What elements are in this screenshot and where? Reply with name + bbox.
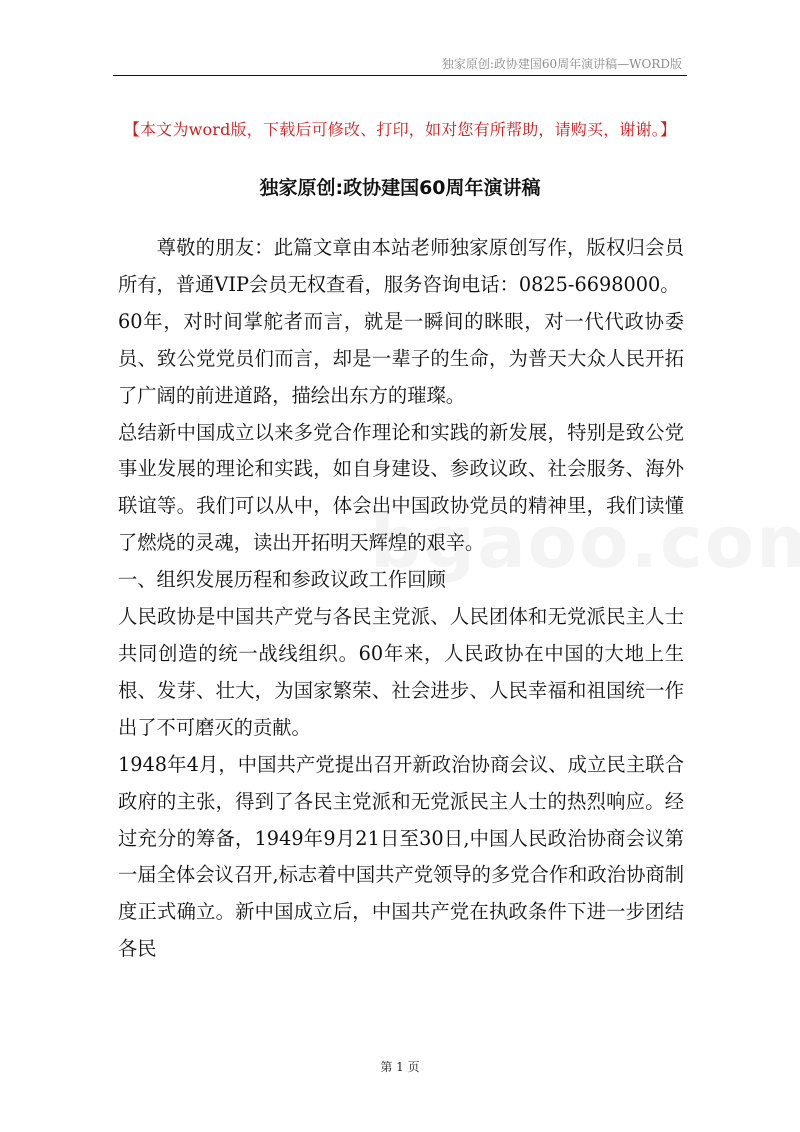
running-header: 独家原创:政协建国60周年演讲稿—WORD版 — [441, 57, 682, 71]
section-heading: 一、组织发展历程和参政议政工作回顾 — [118, 568, 446, 592]
paragraph: 1948年4月，中国共产党提出召开新政治协商会议、成立民主联合政府的主张，得到了各民主党派和无党派民主人士的热烈响应。经过充分的筹备，1949年9月21日至30日,中国人民政治协商会议第一届全体会议召开,标志着中国共产党领导的多党合作和政治协商制度正式确立。新中国成立后，中国共产党在执政条件下进一步团结各民 — [118, 752, 684, 961]
paragraph: 总结新中国成立以来多党合作理论和实践的新发展，特别是致公党事业发展的理论和实践，如自身建设、参政议政、社会服务、海外联谊等。我们可以从中，体会出中国政协党员的精神里，我们读懂了燃烧的灵魂，读出开拓明天辉煌的艰辛。 — [118, 420, 684, 555]
document-body — [118, 230, 684, 968]
page-number: 第 1 页 — [380, 1060, 420, 1074]
paragraph-intro: 尊敬的朋友：此篇文章由本站老师独家原创写作，版权归会员所有，普通VIP会员无权查看，服务咨询电话：0825-6698000。 — [118, 236, 684, 296]
document-title: 独家原创:政协建国60周年演讲稿 — [259, 177, 541, 199]
header-divider — [113, 75, 687, 76]
download-notice: 【本文为word版，下载后可修改、打印，如对您有所帮助，请购买，谢谢。】 — [123, 120, 677, 139]
paragraph: 60年，对时间掌舵者而言，就是一瞬间的眯眼，对一代代政协委员、致公党党员们而言，却是一辈子的生命，为普天大众人民开拓了广阔的前进道路，描绘出东方的璀璨。 — [118, 309, 684, 407]
paragraph: 人民政协是中国共产党与各民主党派、人民团体和无党派民主人士共同创造的统一战线组织。60年来，人民政协在中国的大地上生根、发芽、壮大，为国家繁荣、社会进步、人民幸福和祖国统一作出了不可磨灭的贡献。 — [118, 605, 684, 739]
